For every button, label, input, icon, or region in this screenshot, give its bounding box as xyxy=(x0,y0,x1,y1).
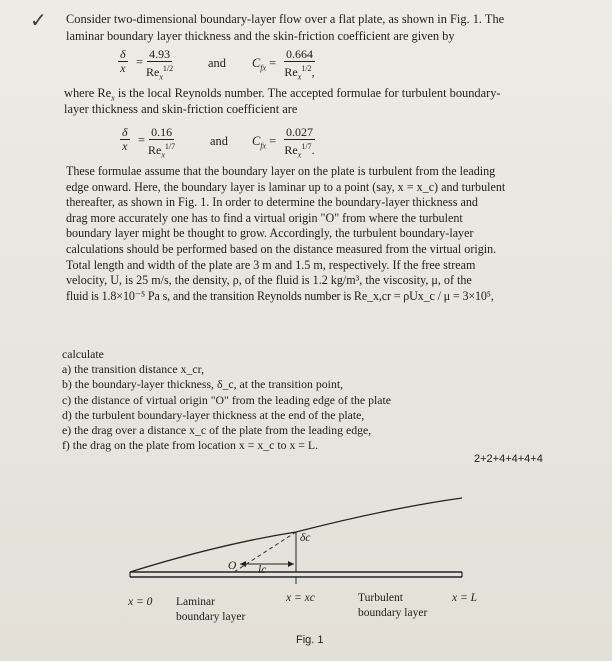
turbulent-cf-fraction: 0.027 $Re_x^{1/7}$. xyxy=(284,125,315,160)
lc-arrow-head-right xyxy=(288,561,294,567)
equals-sign-2: = xyxy=(138,133,145,147)
list-item: e) the drag over a distance x_c of the plate from the leading edge, xyxy=(62,423,372,438)
delta-over-x-fraction: $\frac{\delta}{x}$ xyxy=(120,47,126,75)
figure-caption: Fig. 1 xyxy=(296,634,324,646)
x-l-label: x = L xyxy=(452,592,478,604)
turbulent-label: Turbulent xyxy=(358,592,403,604)
paragraph-line: velocity, U, is 25 m/s, the density, ρ, of the fluid is 1.2 kg/m³, the viscosity, μ, of the xyxy=(66,273,472,288)
laminar-label: Laminar xyxy=(176,596,215,608)
paragraph-line: thereafter, as shown in Fig. 1. In order to determine the boundary-layer thickness and xyxy=(66,195,478,210)
and-word: and xyxy=(208,56,226,70)
paragraph-line: These formulae assume that the boundary layer on the plate is turbulent from the leading xyxy=(66,164,496,178)
turbulent-bl-label: boundary layer xyxy=(358,607,428,619)
cf-symbol: $C_{fx}$ = xyxy=(252,56,277,73)
paragraph-line: drag more accurately one has to find a virtual origin "O" from where the turbulent xyxy=(66,210,463,225)
cf-symbol-2: $C_{fx}$ = xyxy=(252,134,277,151)
paragraph-line: boundary layer might be thought to grow. Accordingly, the turbulent boundary-layer xyxy=(66,226,474,241)
virtual-origin-label: O xyxy=(228,560,237,572)
where-line-1: where $Re_x$ is the local Reynolds number. The accepted formulae for turbulent boundary- xyxy=(64,86,501,103)
equals-sign: = xyxy=(136,55,143,69)
lc-label: lc xyxy=(258,564,267,576)
x-zero-label: x = 0 xyxy=(128,596,153,608)
intro-line-1: Consider two-dimensional boundary-layer flow over a flat plate, as shown in Fig. 1. The xyxy=(66,12,505,26)
list-item: a) the transition distance x_cr, xyxy=(62,362,205,377)
intro-line-2: laminar boundary layer thickness and the skin-friction coefficient are given by xyxy=(66,29,455,43)
x-c-label: x = xc xyxy=(286,592,315,604)
figure-1 xyxy=(100,478,520,658)
list-item: d) the turbulent boundary-layer thickness at the end of the plate, xyxy=(62,407,365,422)
problem-paragraph xyxy=(66,164,566,304)
laminar-bl-label: boundary layer xyxy=(176,611,246,623)
delta-over-x-fraction-2: $\frac{\delta}{x}$ xyxy=(122,125,128,153)
paragraph-line: calculations should be performed based on the distance measured from the virtual origin. xyxy=(66,241,497,256)
and-word-2: and xyxy=(210,134,228,148)
laminar-thickness-fraction: 4.93 $Re_x^{1/2}$ xyxy=(146,47,174,82)
turbulent-thickness-fraction: 0.16 $Re_x^{1/7}$ xyxy=(148,125,176,160)
delta-c-label: δc xyxy=(300,532,311,544)
laminar-cf-fraction: 0.664 $Re_x^{1/2}$, xyxy=(284,47,315,82)
calculate-label: calculate xyxy=(62,347,104,361)
list-item: c) the distance of virtual origin "O" from the leading edge of the plate xyxy=(62,392,392,407)
question-list xyxy=(62,347,391,453)
check-mark-icon: ✓ xyxy=(30,8,47,32)
paragraph-line: Total length and width of the plate are 3 m and 1.5 m, respectively. If the free stream xyxy=(66,257,476,272)
boundary-layer-diagram xyxy=(100,478,520,658)
paragraph-line: edge onward. Here, the boundary layer is laminar up to a point (say, x = x_c) and turbulent xyxy=(66,179,506,194)
list-item: b) the boundary-layer thickness, δ_c, at the transition point, xyxy=(62,377,344,392)
where-line-2: layer thickness and skin-friction coefficient are xyxy=(64,102,298,116)
laminar-boundary-curve xyxy=(130,532,296,572)
turbulent-boundary-curve xyxy=(296,498,462,532)
paragraph-line: fluid is 1.8×10⁻⁵ Pa s, and the transition Reynolds number is Re_x,cr = ρUx_c / μ = 3×10⁵, xyxy=(66,288,494,303)
list-item: f) the drag on the plate from location x = x_c to x = L. xyxy=(62,438,319,453)
marks-distribution: 2+2+4+4+4+4 xyxy=(474,453,543,465)
